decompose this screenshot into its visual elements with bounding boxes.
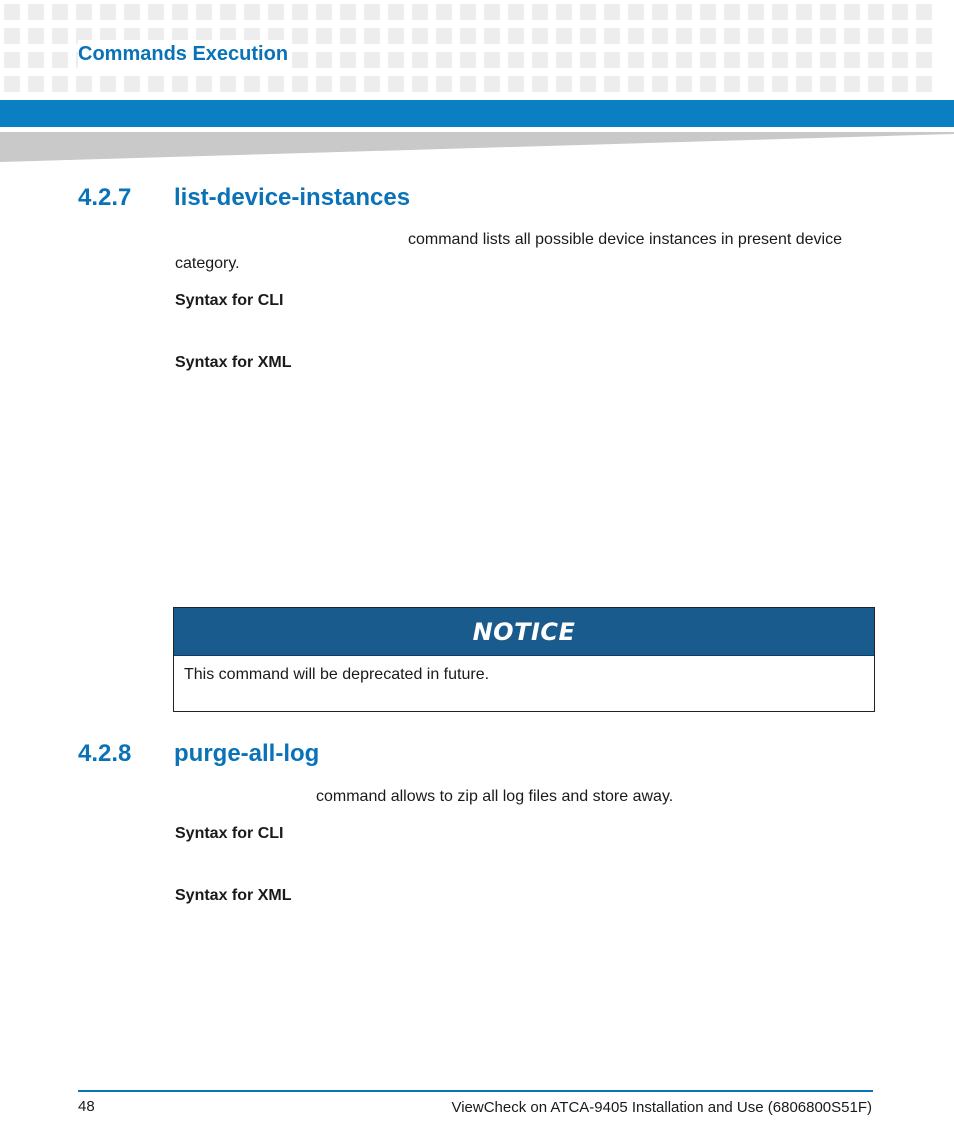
grid-cell	[28, 4, 44, 20]
grid-cell	[412, 52, 428, 68]
grid-cell	[532, 76, 548, 92]
grid-cell	[244, 76, 260, 92]
grid-cell	[388, 4, 404, 20]
grid-cell	[316, 76, 332, 92]
grid-cell	[820, 4, 836, 20]
section-description: command allows to zip all log files and store away.	[316, 788, 674, 805]
grid-cell	[412, 76, 428, 92]
grid-cell	[28, 76, 44, 92]
footer-rule	[78, 1090, 873, 1092]
grid-cell	[52, 28, 68, 44]
grid-cell	[604, 28, 620, 44]
grid-cell	[916, 4, 932, 20]
grid-cell	[412, 28, 428, 44]
grid-cell	[508, 28, 524, 44]
grid-cell	[508, 52, 524, 68]
grid-cell	[52, 76, 68, 92]
grid-cell	[892, 52, 908, 68]
grid-cell	[52, 52, 68, 68]
grid-cell	[364, 52, 380, 68]
grid-cell	[220, 76, 236, 92]
grid-cell	[340, 28, 356, 44]
section-title: list-device-instances	[174, 184, 411, 211]
grid-cell	[292, 52, 308, 68]
grid-cell	[820, 76, 836, 92]
grid-cell	[580, 52, 596, 68]
grid-cell	[580, 28, 596, 44]
section-number: 4.2.8	[78, 740, 132, 767]
grid-cell	[844, 76, 860, 92]
grid-cell	[724, 76, 740, 92]
grid-cell	[100, 4, 116, 20]
grid-cell	[916, 76, 932, 92]
grid-cell	[844, 52, 860, 68]
grid-cell	[148, 76, 164, 92]
grid-cell	[340, 76, 356, 92]
grid-cell	[652, 52, 668, 68]
grid-cell	[76, 4, 92, 20]
grid-cell	[316, 28, 332, 44]
grid-cell	[724, 28, 740, 44]
grid-cell	[868, 76, 884, 92]
grid-cell	[484, 4, 500, 20]
grid-cell	[196, 4, 212, 20]
grid-cell	[124, 4, 140, 20]
grid-cell	[748, 76, 764, 92]
grid-cell	[436, 52, 452, 68]
grid-cell	[4, 28, 20, 44]
grid-cell	[844, 4, 860, 20]
notice-text: This command will be deprecated in future.	[184, 666, 490, 683]
section-description-continued: category.	[175, 255, 240, 272]
running-header-title: Commands Execution	[78, 40, 292, 68]
syntax-cli-label: Syntax for CLI	[175, 825, 284, 842]
grid-cell	[532, 28, 548, 44]
grid-cell	[820, 28, 836, 44]
grid-cell	[772, 52, 788, 68]
grid-cell	[532, 52, 548, 68]
grid-cell	[556, 4, 572, 20]
grid-cell	[292, 4, 308, 20]
grid-cell	[460, 76, 476, 92]
grid-cell	[460, 52, 476, 68]
grid-cell	[172, 4, 188, 20]
grid-cell	[388, 28, 404, 44]
grid-cell	[676, 76, 692, 92]
grid-cell	[676, 28, 692, 44]
grid-cell	[724, 4, 740, 20]
grid-cell	[4, 76, 20, 92]
grid-cell	[772, 76, 788, 92]
grid-cell	[700, 52, 716, 68]
grid-cell	[460, 4, 476, 20]
grid-cell	[100, 76, 116, 92]
notice-box	[173, 607, 875, 712]
grid-cell	[508, 4, 524, 20]
grid-cell	[628, 52, 644, 68]
grid-cell	[340, 4, 356, 20]
grid-cell	[28, 28, 44, 44]
syntax-cli-label: Syntax for CLI	[175, 292, 284, 309]
section-title: purge-all-log	[174, 740, 320, 767]
grid-cell	[268, 4, 284, 20]
grid-cell	[4, 4, 20, 20]
grid-cell	[148, 4, 164, 20]
syntax-xml-label: Syntax for XML	[175, 354, 292, 371]
grid-cell	[556, 52, 572, 68]
header-blue-band	[0, 100, 954, 127]
grid-cell	[868, 4, 884, 20]
grid-cell	[436, 76, 452, 92]
grid-cell	[868, 52, 884, 68]
grid-cell	[748, 4, 764, 20]
grid-cell	[124, 76, 140, 92]
grid-cell	[628, 76, 644, 92]
grid-cell	[292, 76, 308, 92]
grid-cell	[292, 28, 308, 44]
grid-cell	[4, 52, 20, 68]
notice-title: NOTICE	[472, 617, 576, 646]
grid-cell	[700, 76, 716, 92]
grid-cell	[700, 4, 716, 20]
grid-cell	[604, 52, 620, 68]
grid-cell	[772, 28, 788, 44]
grid-cell	[844, 28, 860, 44]
section-number: 4.2.7	[78, 184, 132, 211]
grid-cell	[676, 52, 692, 68]
grid-cell	[508, 76, 524, 92]
grid-cell	[532, 4, 548, 20]
grid-cell	[628, 4, 644, 20]
grid-cell	[28, 52, 44, 68]
grid-cell	[748, 28, 764, 44]
grid-cell	[364, 28, 380, 44]
grid-cell	[772, 4, 788, 20]
grid-cell	[892, 4, 908, 20]
grid-cell	[676, 4, 692, 20]
grid-cell	[196, 76, 212, 92]
page-number: 48	[78, 1098, 95, 1115]
section-description: command lists all possible device instances in present device	[408, 231, 842, 248]
grid-cell	[700, 28, 716, 44]
grid-cell	[796, 52, 812, 68]
grid-cell	[316, 52, 332, 68]
grid-cell	[916, 28, 932, 44]
grid-cell	[580, 76, 596, 92]
grid-cell	[388, 76, 404, 92]
grid-cell	[52, 4, 68, 20]
grid-cell	[364, 76, 380, 92]
section-heading-purge-all-log	[78, 739, 319, 769]
grid-cell	[724, 52, 740, 68]
grid-cell	[652, 76, 668, 92]
grid-cell	[916, 52, 932, 68]
grid-cell	[652, 4, 668, 20]
grid-cell	[556, 28, 572, 44]
grid-cell	[556, 76, 572, 92]
notice-header	[174, 608, 874, 656]
grid-cell	[268, 76, 284, 92]
grid-cell	[484, 52, 500, 68]
section-heading-list-device-instances	[78, 183, 410, 213]
grid-cell	[628, 28, 644, 44]
grid-cell	[604, 76, 620, 92]
grid-cell	[796, 28, 812, 44]
grid-cell	[172, 76, 188, 92]
header-grey-wedge	[0, 132, 954, 164]
grid-cell	[244, 4, 260, 20]
grid-cell	[820, 52, 836, 68]
grid-cell	[580, 4, 596, 20]
grid-cell	[220, 4, 236, 20]
grid-cell	[892, 76, 908, 92]
grid-cell	[652, 28, 668, 44]
grid-cell	[868, 28, 884, 44]
grid-cell	[892, 28, 908, 44]
grid-cell	[604, 4, 620, 20]
grid-cell	[484, 76, 500, 92]
grid-cell	[412, 4, 428, 20]
grid-cell	[484, 28, 500, 44]
grid-cell	[796, 4, 812, 20]
grid-cell	[76, 76, 92, 92]
grid-cell	[436, 4, 452, 20]
grid-cell	[316, 4, 332, 20]
grid-cell	[388, 52, 404, 68]
grid-cell	[436, 28, 452, 44]
grid-cell	[340, 52, 356, 68]
grid-cell	[796, 76, 812, 92]
grid-cell	[364, 4, 380, 20]
syntax-xml-label: Syntax for XML	[175, 887, 292, 904]
grid-cell	[748, 52, 764, 68]
grid-cell	[460, 28, 476, 44]
footer-document-title: ViewCheck on ATCA-9405 Installation and Use (6806800S51F)	[451, 1099, 872, 1116]
